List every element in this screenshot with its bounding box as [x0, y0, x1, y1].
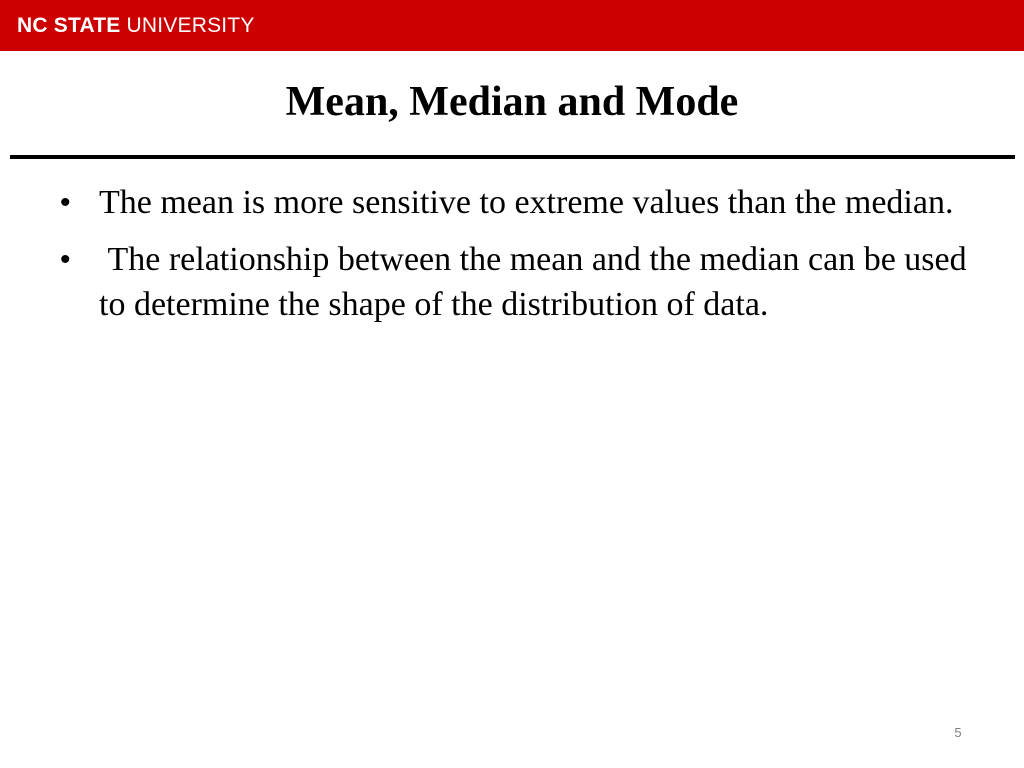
slide-title: Mean, Median and Mode [285, 79, 739, 125]
page-number: 5 [954, 725, 962, 740]
bullet-item [0, 180, 979, 225]
bullet-text: The relationship between the mean and the median can be used to determine the shape of the distribution of data. [99, 241, 976, 323]
logo-light-text: UNIVERSITY [120, 14, 255, 37]
university-banner [0, 0, 1024, 51]
logo-bold-text: NC STATE [17, 14, 121, 37]
bullet-text: The mean is more sensitive to extreme values than the median. [99, 184, 954, 221]
bullet-dot-icon: • [60, 243, 71, 276]
nc-state-logo [17, 13, 255, 39]
bullet-dot-icon: • [60, 186, 71, 219]
bullet-list [0, 180, 1024, 339]
title-divider [10, 155, 1015, 159]
bullet-item [0, 237, 979, 327]
